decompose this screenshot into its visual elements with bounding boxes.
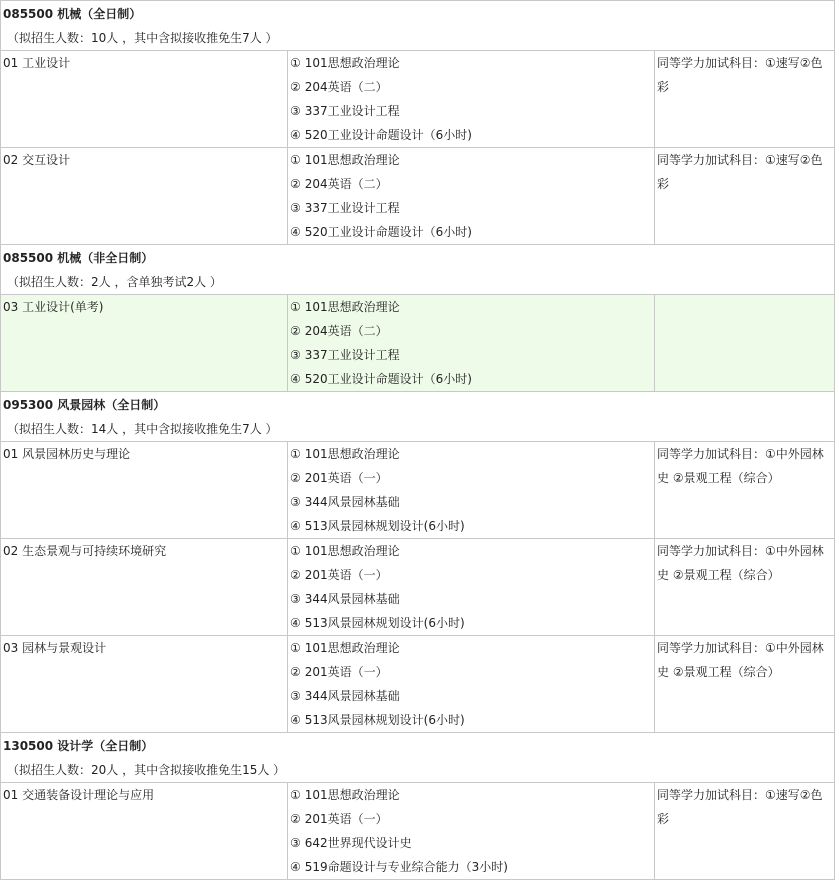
enrollment-note: （拟招生人数：2人 ，含单独考试2人 ）	[7, 275, 222, 289]
extra-subjects-cell	[655, 295, 835, 392]
major-title: 095300 风景园林（全日制）	[3, 398, 166, 412]
table-body	[1, 1, 835, 880]
section-header-row	[1, 1, 835, 51]
direction-row	[1, 442, 835, 539]
subject-name: 642世界现代设计史	[304, 836, 412, 850]
extra-subjects-cell	[655, 148, 835, 245]
subject-name: 204英语（二）	[304, 80, 388, 94]
subject-number: ②	[290, 812, 301, 826]
extra-subjects-text: 同等学力加试科目：①速写②色彩	[657, 56, 823, 94]
subject-name: 344风景园林基础	[304, 689, 400, 703]
subject-number: ①	[290, 544, 301, 558]
exam-subject	[290, 442, 652, 466]
exam-subject	[290, 75, 652, 99]
subject-name: 101思想政治理论	[304, 641, 400, 655]
exam-subject	[290, 807, 652, 831]
direction-row	[1, 295, 835, 392]
subject-name: 101思想政治理论	[304, 788, 400, 802]
enrollment-note: （拟招生人数：14人 ，其中含拟接收推免生7人 ）	[7, 422, 278, 436]
exam-subject	[290, 51, 652, 75]
exam-subjects-cell	[288, 636, 655, 733]
subject-number: ③	[290, 495, 301, 509]
exam-subjects-cell	[288, 148, 655, 245]
subject-name: 519命题设计与专业综合能力（3小时)	[304, 860, 508, 874]
research-direction: 02 交互设计	[3, 153, 71, 167]
subject-name: 520工业设计命题设计（6小时)	[304, 372, 472, 386]
exam-subject	[290, 295, 652, 319]
extra-subjects-cell	[655, 636, 835, 733]
subject-number: ③	[290, 104, 301, 118]
subject-name: 201英语（一）	[304, 812, 388, 826]
section-header-row	[1, 733, 835, 783]
subject-name: 513风景园林规划设计(6小时)	[304, 519, 465, 533]
exam-subjects-cell	[288, 539, 655, 636]
exam-subject	[290, 123, 652, 147]
exam-subject	[290, 343, 652, 367]
subject-name: 520工业设计命题设计（6小时)	[304, 225, 472, 239]
subject-name: 344风景园林基础	[304, 592, 400, 606]
exam-subject	[290, 611, 652, 635]
section-header-cell	[1, 1, 835, 51]
direction-cell	[1, 295, 288, 392]
subject-number: ③	[290, 836, 301, 850]
subject-number: ②	[290, 471, 301, 485]
subject-number: ①	[290, 56, 301, 70]
subject-number: ①	[290, 300, 301, 314]
subject-name: 201英语（一）	[304, 568, 388, 582]
exam-subject	[290, 319, 652, 343]
extra-subjects-text: 同等学力加试科目：①中外园林史 ②景观工程（综合）	[657, 641, 824, 679]
exam-subject	[290, 196, 652, 220]
extra-subjects-text: 同等学力加试科目：①速写②色彩	[657, 788, 823, 826]
subject-number: ③	[290, 689, 301, 703]
subject-number: ①	[290, 788, 301, 802]
subject-name: 337工业设计工程	[304, 348, 400, 362]
direction-cell	[1, 51, 288, 148]
subject-number: ④	[290, 128, 301, 142]
extra-subjects-text: 同等学力加试科目：①中外园林史 ②景观工程（综合）	[657, 447, 824, 485]
exam-subject	[290, 172, 652, 196]
major-title: 085500 机械（全日制）	[3, 7, 142, 21]
subject-name: 204英语（二）	[304, 324, 388, 338]
exam-subject	[290, 539, 652, 563]
exam-subject	[290, 831, 652, 855]
exam-subject	[290, 636, 652, 660]
research-direction: 03 工业设计(单考)	[3, 300, 104, 314]
direction-row	[1, 636, 835, 733]
enrollment-note: （拟招生人数：20人 ，其中含拟接收推免生15人 ）	[7, 763, 286, 777]
subject-number: ④	[290, 713, 301, 727]
subject-number: ③	[290, 592, 301, 606]
subject-name: 201英语（一）	[304, 471, 388, 485]
subject-name: 101思想政治理论	[304, 447, 400, 461]
major-title: 085500 机械（非全日制）	[3, 251, 154, 265]
section-header-cell	[1, 392, 835, 442]
extra-subjects-text: 同等学力加试科目：①速写②色彩	[657, 153, 823, 191]
subject-name: 344风景园林基础	[304, 495, 400, 509]
enrollment-note: （拟招生人数：10人 ，其中含拟接收推免生7人 ）	[7, 31, 278, 45]
subject-number: ④	[290, 519, 301, 533]
exam-subject	[290, 514, 652, 538]
direction-row	[1, 148, 835, 245]
section-header-cell	[1, 733, 835, 783]
subject-name: 204英语（二）	[304, 177, 388, 191]
section-header-row	[1, 392, 835, 442]
exam-subject	[290, 708, 652, 732]
subject-number: ③	[290, 348, 301, 362]
subject-name: 101思想政治理论	[304, 153, 400, 167]
exam-subject	[290, 660, 652, 684]
subject-name: 520工业设计命题设计（6小时)	[304, 128, 472, 142]
research-direction: 02 生态景观与可持续环境研究	[3, 544, 167, 558]
extra-subjects-cell	[655, 783, 835, 880]
exam-subjects-cell	[288, 51, 655, 148]
direction-row	[1, 51, 835, 148]
section-header-row	[1, 245, 835, 295]
exam-subject	[290, 99, 652, 123]
exam-subject	[290, 783, 652, 807]
subject-number: ③	[290, 201, 301, 215]
direction-cell	[1, 442, 288, 539]
subject-name: 513风景园林规划设计(6小时)	[304, 616, 465, 630]
subject-number: ④	[290, 616, 301, 630]
exam-subject	[290, 367, 652, 391]
subject-number: ④	[290, 372, 301, 386]
exam-subject	[290, 855, 652, 879]
subject-number: ④	[290, 225, 301, 239]
subject-number: ②	[290, 568, 301, 582]
subject-name: 201英语（一）	[304, 665, 388, 679]
subject-number: ①	[290, 153, 301, 167]
subject-number: ①	[290, 641, 301, 655]
subject-name: 513风景园林规划设计(6小时)	[304, 713, 465, 727]
research-direction: 01 交通装备设计理论与应用	[3, 788, 155, 802]
exam-subjects-cell	[288, 442, 655, 539]
subject-number: ②	[290, 177, 301, 191]
major-title: 130500 设计学（全日制）	[3, 739, 154, 753]
direction-row	[1, 539, 835, 636]
subject-name: 337工业设计工程	[304, 201, 400, 215]
subject-name: 101思想政治理论	[304, 56, 400, 70]
subject-name: 337工业设计工程	[304, 104, 400, 118]
direction-cell	[1, 636, 288, 733]
subject-number: ②	[290, 324, 301, 338]
direction-cell	[1, 783, 288, 880]
extra-subjects-cell	[655, 539, 835, 636]
exam-subject	[290, 684, 652, 708]
exam-subjects-cell	[288, 783, 655, 880]
exam-subjects-cell	[288, 295, 655, 392]
exam-subject	[290, 490, 652, 514]
extra-subjects-text: 同等学力加试科目：①中外园林史 ②景观工程（综合）	[657, 544, 824, 582]
exam-subject	[290, 563, 652, 587]
research-direction: 03 园林与景观设计	[3, 641, 107, 655]
subject-number: ④	[290, 860, 301, 874]
exam-subject	[290, 587, 652, 611]
subject-number: ②	[290, 665, 301, 679]
direction-cell	[1, 148, 288, 245]
direction-row	[1, 783, 835, 880]
extra-subjects-cell	[655, 442, 835, 539]
research-direction: 01 工业设计	[3, 56, 71, 70]
section-header-cell	[1, 245, 835, 295]
extra-subjects-cell	[655, 51, 835, 148]
subject-number: ①	[290, 447, 301, 461]
subject-name: 101思想政治理论	[304, 300, 400, 314]
exam-subject	[290, 466, 652, 490]
exam-subject	[290, 148, 652, 172]
direction-cell	[1, 539, 288, 636]
subject-name: 101思想政治理论	[304, 544, 400, 558]
subject-number: ②	[290, 80, 301, 94]
exam-subject	[290, 220, 652, 244]
research-direction: 01 风景园林历史与理论	[3, 447, 131, 461]
